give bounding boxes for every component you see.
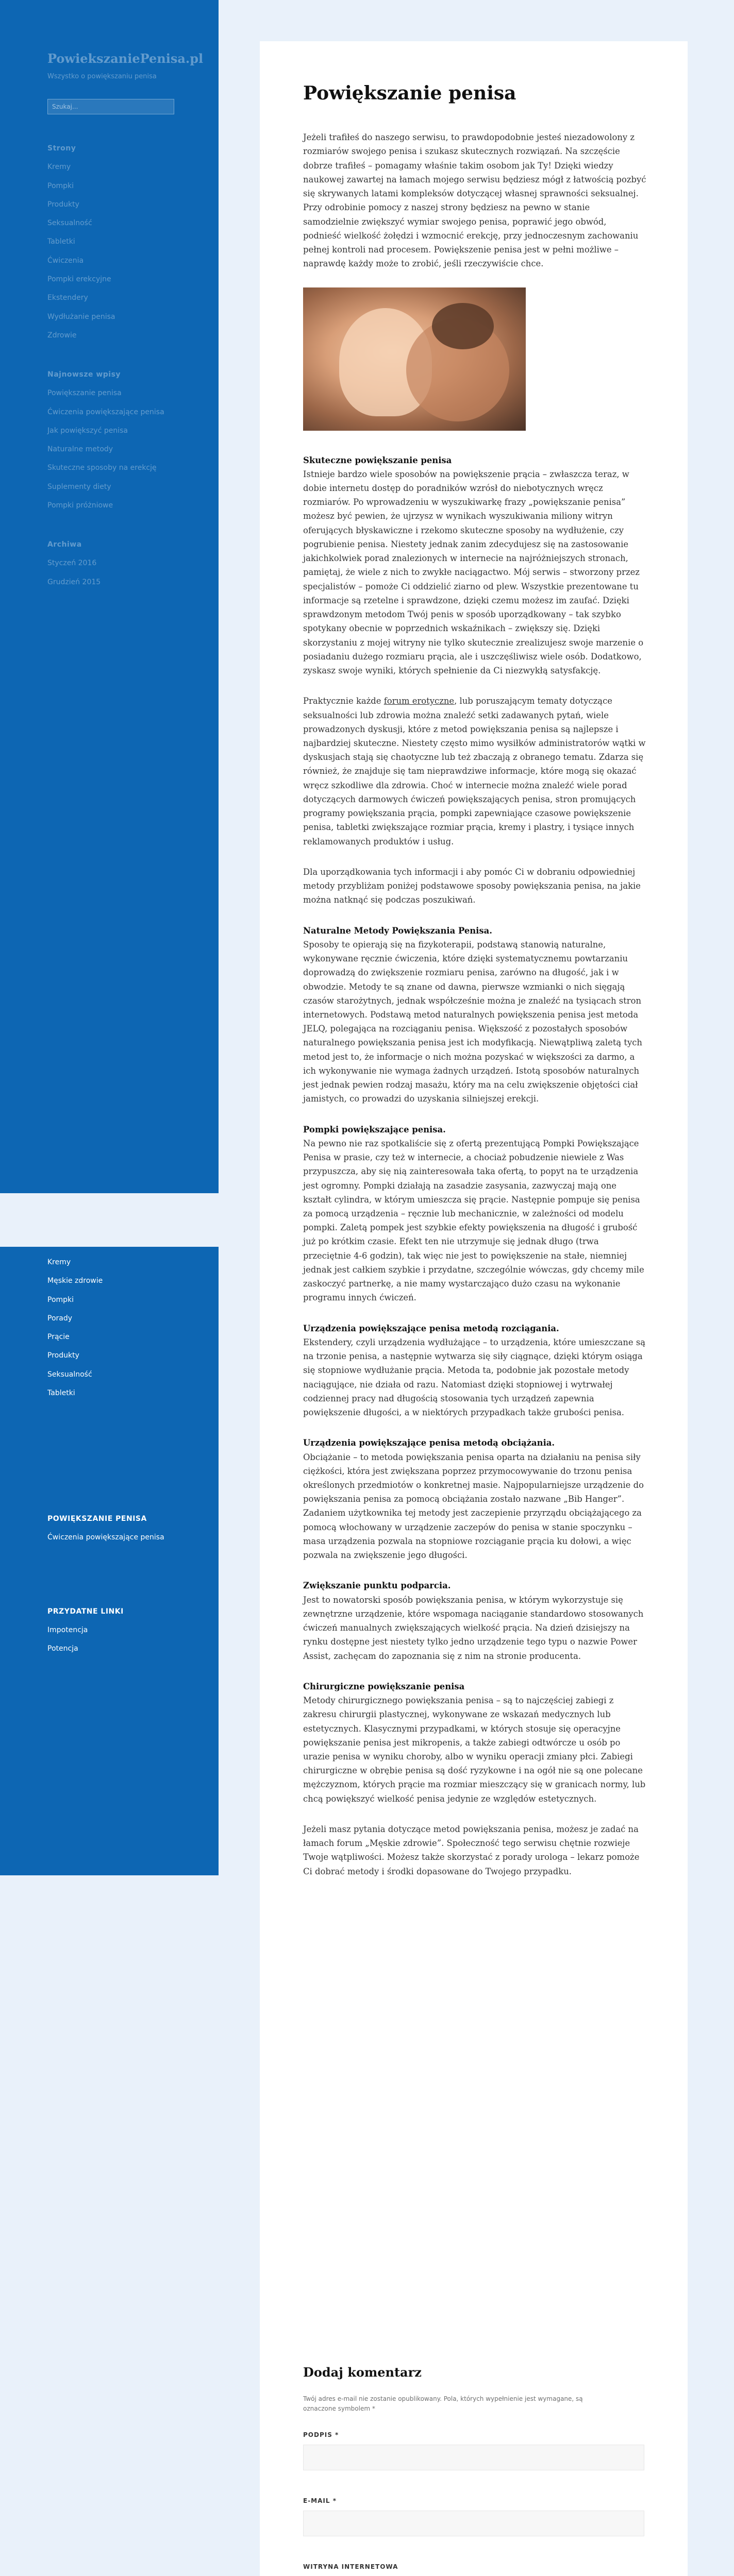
- recent-post-link[interactable]: Ćwiczenia powiększające penisa: [47, 1533, 164, 1541]
- sidebar-categories: [47, 1257, 202, 1406]
- reply-title: Dodaj komentarz: [303, 2365, 422, 2380]
- email-label: E-MAIL *: [303, 2497, 337, 2505]
- widget-heading: Najnowsze wpisy: [47, 370, 121, 379]
- name-field[interactable]: [303, 2445, 644, 2470]
- paragraph: Obciążanie – to metoda powiększania penisa oparta na działaniu na penisa siły ciężkości, która jest zwiększana poprzez przymocowywanie do trzonu penisa określonych przedmiotów o konkretnej masie. Najpopularniejsze urządzenie do powiększania penisa za pomocą obciążania zostało nazwane „Bib Hanger”. Zadaniem użytkownika tej metody jest zaczepienie przyrządu obciążającego za pomocą włochowany w urządzenie zaczepów do penisa w stanie spoczynku – masa urządzenia pozwala na stopniowe rozciąganie prącia ku dołowi, a więc pozwala na zwiększenie jego długości.: [303, 1452, 644, 1561]
- sidebar-item[interactable]: Tabletki: [47, 238, 75, 246]
- sidebar-lower: [0, 1247, 219, 1875]
- section-heading: Urządzenia powiększające penisa metodą obciążania.: [303, 1438, 555, 1448]
- section-heading: Pompki powiększające penisa.: [303, 1124, 446, 1134]
- sidebar-item[interactable]: Ćwiczenia powiększające penisa: [47, 408, 164, 416]
- category-link[interactable]: Seksualność: [47, 1370, 92, 1379]
- paragraph: Dla uporządkowania tych informacji i aby pomóc Ci w dobraniu odpowiedniej metody przybliżam poniżej podstawowe sposoby powiększania penisa, na jakie można natknąć się podczas poszukiwań.: [303, 867, 641, 905]
- paragraph: Ekstendery, czyli urządzenia wydłużające – to urządzenia, które umieszczane są na trzonie penisa, a następnie wytwarza się siły ciągnące, dzięki którym osiąga się stopniowe wydłużanie prącia. Metoda ta, podobnie jak pozostałe metody naciągujące, nie działa od razu. Natomiast dzięki stopniowej i wytrwałej codziennej pracy nad długością stosowania tych urządzeń zapewnia powiększenie długości, a w niektórych przypadkach także grubości penisa.: [303, 1337, 646, 1418]
- section-heading: Naturalne Metody Powiększania Penisa.: [303, 925, 492, 936]
- category-link[interactable]: Porady: [47, 1314, 73, 1323]
- paragraph: Jest to nowatorski sposób powiększania penisa, w którym wykorzystuje się zewnętrzne urządzenie, które wspomaga naciąganie standardowo stosowanych ćwiczeń manualnych zwiększających wielkość prącia. Na dzień dzisiejszy na rynku dostępne jest niestety tylko jedno urządzenie tego typu o nazwie Power Assist, zachęcam do zapoznania się z nim na stronie producenta.: [303, 1595, 644, 1661]
- paragraph: Jeżeli trafiłeś do naszego serwisu, to prawdopodobnie jesteś niezadowolony z rozmiarów swojego penisa i szukasz skutecznych rozwiązań. Na szczęście dobrze trafiłeś – pomagamy właśnie takim osobom jak Ty! Dzięki wiedzy naukowej zawartej na łamach mojego serwisu będziesz mógł z łatwością pozbyć się skrywanych latami kompleksów dotyczącej własnej sprawności seksualnej. Przy odrobinie pomocy z naszej strony będziesz na pewno w stanie samodzielnie zwiększyć wymiar swojego penisa, poprawić jego obwód, podnieść wielkość żołędzi i wzmocnić erekcję, przy jednoczesnym zachowaniu pełnej kontroli nad procesem. Powiększenie penisa jest w pełni możliwe – naprawdę każdy może to zrobić, jeśli rzeczywiście chce.: [303, 132, 646, 269]
- widget-heading: Archiwa: [47, 540, 82, 549]
- paragraph: Sposoby te opierają się na fizykoterapii, podstawą stanowią naturalne, wykonywane ręcznie ćwiczenia, które dzięki systematycznemu powtarzaniu doprowadzą do zwiększenie rozmiaru penisa, zarówno na długość, jak i w obwodzie. Metody te są znane od dawna, pierwsze wzmianki o nich sięgają czasów starożytnych, jednak współcześnie można je znaleźć na tysiącach stron internetowych. Podstawą metod naturalnych powiększenia penisa jest metoda JELQ, polegająca na rozciąganiu penisa. Większość z pozostałych sposobów naturalnego powiększania penisa jest ich modyfikacją. Niewątpliwą zaletą tych metod jest to, że informacje o nich można pozyskać w większości za darmo, a ich wykonywanie nie wymaga żadnych urządzeń. Istotą sposobów naturalnych jest jednak pewien rodzaj masażu, który ma na celu zwiększenie objętości ciał jamistych, co prowadzi do uzyskania silniejszej erekcji.: [303, 939, 642, 1104]
- section-heading: Skuteczne powiększanie penisa: [303, 455, 452, 465]
- entry-content: [303, 130, 646, 1878]
- sidebar-item[interactable]: Wydłużanie penisa: [47, 312, 115, 321]
- sidebar-item[interactable]: Pompki próżniowe: [47, 501, 113, 510]
- comment-form: [260, 2324, 688, 2576]
- useful-link[interactable]: Impotencja: [47, 1626, 88, 1634]
- website-label: WITRYNA INTERNETOWA: [303, 2563, 398, 2571]
- sidebar-item[interactable]: Naturalne metody: [47, 445, 113, 454]
- category-link[interactable]: Pompki: [47, 1295, 74, 1304]
- sidebar-item[interactable]: Skuteczne sposoby na erekcję: [47, 464, 157, 472]
- article-image: [303, 287, 526, 431]
- article: [260, 41, 688, 2576]
- forum-link[interactable]: forum erotyczne: [383, 696, 455, 706]
- paragraph: Jeżeli masz pytania dotyczące metod powiększania penisa, możesz je zadać na łamach forum „Męskie zdrowie”. Społeczność tego serwisu chętnie rozwieje Twoje wątpliwości. Możesz także skorzystać z porady urologa – lekarz pomoże Ci dobrać metody i środki dopasowane do Twojego przypadku.: [303, 1824, 640, 1876]
- sidebar-item[interactable]: Kremy: [47, 163, 71, 172]
- sidebar-item[interactable]: Produkty: [47, 200, 79, 209]
- section-heading: Zwiększanie punktu podparcia.: [303, 1581, 451, 1591]
- paragraph: Istnieje bardzo wiele sposobów na powiększenie prącia – zwłaszcza teraz, w dobie internetu dostęp do poradników wzrósł do niebotycznych wręcz rozmiarów. Po wprowadzeniu w wyszukiwarkę frazy „powiększanie penisa” możesz być pewien, że ujrzysz w wynikach wyszukiwania miliony witryn oferujących błyskawiczne i rzekomo skuteczne sposoby na wydłużenie, czy pogrubienie penisa. Niestety jednak zanim zdecydujesz się na zastosowanie jakichkolwiek porad znalezionych w internecie na najróżniejszych stronach, pamiętaj, że wiele z nich to zwykłe naciągactwo. Mój serwis – stworzony przez specjalistów – pomoże Ci oddzielić ziarno od plew. Wszystkie prezentowane tu informacje są rzetelne i sprawdzone, dzięki czemu możesz im zaufać. Dzięki sprawdzonym metodom Twój penis w sposób uporządkowany – tak szybko spotykany obecnie w poprzednich wskaźnikach – zwiększy się. Dzięki skorzystaniu z mojej witryny nie tylko skutecznie zrealizujesz swoje marzenie o posiadaniu dużego rozmiaru prącia, ale i uszczęśliwisz wiele osób. Dodatkowo, zyskasz swoje wyniki, których spełnienie da Ci niezwykłą satysfakcję.: [303, 469, 644, 676]
- site-title[interactable]: PowiekszaniePenisa.pl: [47, 51, 204, 66]
- sidebar-item[interactable]: Powiększanie penisa: [47, 389, 122, 398]
- sidebar-widget-enlargement: [47, 1515, 202, 1551]
- sidebar-widget-pages: [47, 144, 219, 341]
- email-field[interactable]: [303, 2511, 644, 2536]
- sidebar-widget-archives: [47, 540, 219, 587]
- sidebar-item[interactable]: Zdrowie: [47, 331, 77, 340]
- name-label: PODPIS *: [303, 2431, 339, 2439]
- sidebar-item[interactable]: Ekstendery: [47, 294, 88, 302]
- sidebar-widget-links: [47, 1607, 202, 1663]
- page-title: Powiększanie penisa: [303, 82, 516, 104]
- paragraph: Metody chirurgicznego powiększania penisa – są to najczęściej zabiegi z zakresu chirurgii plastycznej, wykonywane ze wskazań medycznych lub estetycznych. Klasycznymi przypadkami, w których stosuje się operacyjne powiększanie penisa jest mikropenis, a także zabiegi odtwórcze u osób po urazie penisa w wyniku choroby, albo w wyniku operacji zmiany płci. Zabiegi chirurgiczne w obrębie penisa są dość ryzykowne i na ogół nie są one polecane mężczyznom, których prącie ma rozmiar mieszczący się w granicach normy, lub chcą powiększyć wielkość penisa jedynie ze względów estetycznych.: [303, 1696, 646, 1804]
- sidebar-item[interactable]: Pompki: [47, 181, 74, 190]
- sidebar-item[interactable]: Ćwiczenia: [47, 256, 84, 265]
- widget-heading: PRZYDATNE LINKI: [47, 1607, 124, 1616]
- site-description: Wszystko o powiększaniu penisa: [47, 72, 157, 80]
- section-heading: Chirurgiczne powiększanie penisa: [303, 1681, 465, 1691]
- sidebar-item[interactable]: Suplementy diety: [47, 482, 111, 491]
- sidebar-widget-recent: [47, 370, 219, 511]
- category-link[interactable]: Produkty: [47, 1351, 79, 1360]
- category-link[interactable]: Prącie: [47, 1333, 70, 1342]
- sidebar-item[interactable]: Pompki erekcyjne: [47, 275, 111, 284]
- comment-notes: Twój adres e-mail nie zostanie opublikowany. Pola, których wypełnienie jest wymagane, są oznaczone symbolem *: [303, 2395, 583, 2413]
- category-link[interactable]: Męskie zdrowie: [47, 1277, 103, 1285]
- sidebar-item[interactable]: Grudzień 2015: [47, 578, 101, 586]
- search-input[interactable]: Szukaj...: [47, 99, 174, 114]
- sidebar-item[interactable]: Styczeń 2016: [47, 559, 97, 568]
- sidebar-item[interactable]: Jak powiększyć penisa: [47, 426, 128, 435]
- section-heading: Urządzenia powiększające penisa metodą rozciągania.: [303, 1323, 559, 1333]
- category-link[interactable]: Kremy: [47, 1258, 71, 1266]
- category-link[interactable]: Tabletki: [47, 1389, 75, 1398]
- paragraph: Praktycznie każde forum erotyczne, lub poruszającym tematy dotyczące seksualności lub zdrowia można znaleźć setki zadawanych pytań, wiele prowadzonych dyskusji, które z metod powiększania penisa są najlepsze i najbardziej skuteczne. Niestety często mimo wysiłków administratorów wątki w dyskusjach stają się chaotyczne lub też zbaczają z obranego tematu. Zdarza się również, że znajduje się tam nieprawdziwe informacje, które mogą się okazać wręcz szkodliwe dla zdrowia. Choć w internecie można znaleźć wiele porad dotyczących darmowych ćwiczeń powiększających penisa, stron promujących programy powiększania prącia, pompki zapewniające czasowe powiększenie penisa, tabletki zwiększające rozmiar prącia, kremy i plastry, i tysiące innych reklamowanych produktów i usług.: [303, 696, 646, 846]
- useful-link[interactable]: Potencja: [47, 1645, 78, 1653]
- widget-heading: Strony: [47, 144, 76, 153]
- paragraph: Na pewno nie raz spotkaliście się z ofertą prezentującą Pompki Powiększające Penisa w prasie, czy też w internecie, a chociaż pobudzenie niewiele z Was przypuszcza, aby się nią zainteresowała taka ofertą, to popyt na te urządzenia jest ogromny. Pompki działają na zasadzie zasysania, zazwyczaj mają one kształt cylindra, w którym umieszcza się prącie. Następnie pompuje się penisa za pomocą urządzenia – ręcznie lub mechanicznie, w zależności od modelu pompki. Zaletą pompek jest szybkie efekty powiększenia na długość i grubość już po krótkim czasie. Efekt ten nie utrzymuje się jednak długo (trwa przeciętnie 4-6 godzin), tak więc nie jest to powiększenie na stałe, niemniej jednak jest całkiem szybkie i przydatne, szczególnie wówczas, gdy chcemy mile zaskoczyć partnerkę, a nie mamy wystarczająco dużo czasu na wykonanie programu innych ćwiczeń.: [303, 1138, 644, 1303]
- sidebar: [0, 0, 219, 1193]
- widget-heading: POWIĘKSZANIE PENISA: [47, 1515, 147, 1523]
- sidebar-item[interactable]: Seksualność: [47, 219, 92, 228]
